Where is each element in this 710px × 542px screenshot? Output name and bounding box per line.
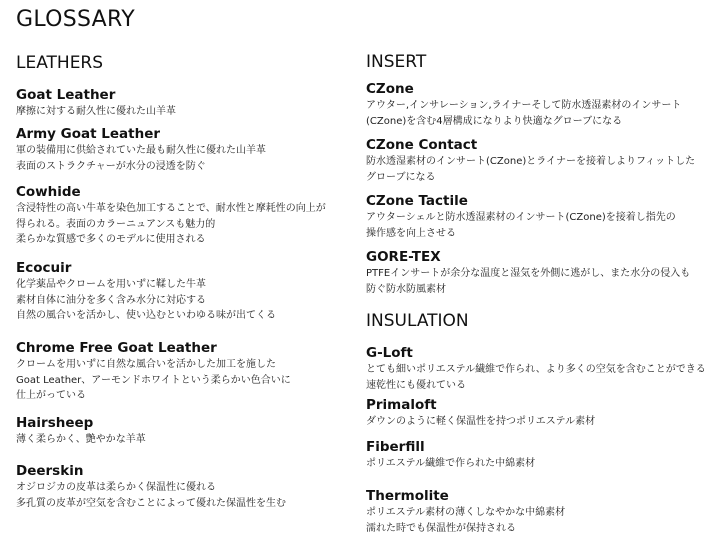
glossary-entry-cowhide (16, 183, 361, 248)
definition-line: 防ぐ防水防風素材 (366, 283, 446, 295)
definition-line: 速乾性にも優れている (366, 379, 466, 391)
definition-line: アウターシェルと防水透湿素材のインサート(CZone)を接着し指先の (366, 212, 676, 223)
definition-line: 濡れた時でも保温性が保持される (366, 522, 516, 534)
definition-line: 操作感を向上させる (366, 227, 456, 239)
glossary-entry-thermolite (366, 487, 706, 536)
term-cowhide: Cowhide (16, 184, 81, 200)
definition-line: ダウンのように軽く保温性を持つポリエステル素材 (366, 416, 596, 427)
glossary-entry-czone-contact (366, 136, 706, 185)
definition-line: 得られる。表面のカラーニュアンスも魅力的 (16, 218, 216, 230)
glossary-entry-deerskin (16, 462, 361, 511)
section-heading-leathers: LEATHERS (16, 53, 104, 73)
definition-line: (CZone)を含む4層構成になりより快適なグローブになる (366, 115, 623, 127)
definition-line: PTFEインサートが余分な温度と湿気を外側に逃がし、また水分の侵入も (366, 268, 691, 279)
definition-line: 表面のストラクチャーが水分の浸透を防ぐ (16, 160, 206, 172)
definition-line: グローブになる (366, 171, 436, 183)
section-heading-insert: INSERT (366, 52, 427, 72)
term-gore-tex: GORE-TEX (366, 249, 441, 265)
definition-line: 薄く柔らかく、艶やかな羊革 (16, 434, 146, 445)
glossary-entry-chrome-free-goat-leather (16, 339, 361, 404)
term-primaloft: Primaloft (366, 397, 437, 413)
definition-line: 防水透湿素材のインサート(CZone)とライナーを接着しよりフィットした (366, 156, 696, 167)
term-goat-leather: Goat Leather (16, 87, 116, 103)
definition-line: 素材自体に油分を多く含み水分に対応する (16, 294, 206, 306)
term-hairsheep: Hairsheep (16, 415, 94, 431)
term-chrome-free-goat-leather: Chrome Free Goat Leather (16, 340, 217, 356)
term-army-goat-leather: Army Goat Leather (16, 126, 161, 142)
glossary-entry-army-goat-leather (16, 125, 361, 174)
term-ecocuir: Ecocuir (16, 260, 72, 276)
definition-line: ポリエステル繊維で作られた中綿素材 (366, 458, 536, 469)
definition-line: 仕上がっている (16, 390, 86, 401)
term-deerskin: Deerskin (16, 463, 84, 479)
page-title: GLOSSARY (16, 7, 135, 32)
definition-line: 柔らかな質感で多くのモデルに使用される (16, 234, 206, 245)
glossary-entry-goat-leather (16, 86, 361, 120)
definition-line: 多孔質の皮革が空気を含むことによって優れた保温性を生む (16, 497, 286, 509)
term-g-loft: G-Loft (366, 345, 413, 361)
definition-line: Goat Leather、アーモンドホワイトという柔らかい色合いに (16, 374, 291, 386)
glossary-entry-primaloft (366, 396, 706, 430)
glossary-entry-ecocuir (16, 259, 361, 324)
glossary-entry-czone (366, 80, 706, 129)
definition-line: 摩擦に対する耐久性に優れた山羊革 (16, 106, 176, 117)
section-heading-insulation: INSULATION (366, 311, 469, 331)
glossary-entry-fiberfill (366, 438, 706, 472)
definition-line: アウター,インサレーション,ライナーそして防水透湿素材のインサート (366, 100, 682, 111)
term-czone-tactile: CZone Tactile (366, 193, 468, 209)
definition-line: 軍の装備用に供給されていた最も耐久性に優れた山羊革 (16, 145, 266, 156)
term-czone: CZone (366, 81, 414, 97)
term-czone-contact: CZone Contact (366, 137, 478, 153)
definition-line: オジロジカの皮革は柔らかく保温性に優れる (16, 482, 216, 493)
definition-line: とても細いポリエステル繊維で作られ、より多くの空気を含むことができる (366, 364, 706, 375)
definition-line: 含浸特性の高い牛革を染色加工することで、耐水性と摩耗性の向上が (16, 203, 326, 214)
glossary-entry-hairsheep (16, 414, 361, 448)
definition-line: 化学薬品やクロームを用いずに鞣した牛革 (16, 279, 206, 290)
definition-line: ポリエステル素材の薄くしなやかな中綿素材 (366, 507, 566, 518)
term-thermolite: Thermolite (366, 488, 449, 504)
term-fiberfill: Fiberfill (366, 439, 425, 455)
glossary-entry-gore-tex (366, 248, 706, 297)
definition-line: 自然の風合いを活かし、使い込むといわゆる味が出てくる (16, 310, 276, 321)
glossary-entry-czone-tactile (366, 192, 706, 241)
definition-line: クロームを用いずに自然な風合いを活かした加工を施した (16, 359, 276, 370)
glossary-entry-g-loft (366, 344, 706, 393)
